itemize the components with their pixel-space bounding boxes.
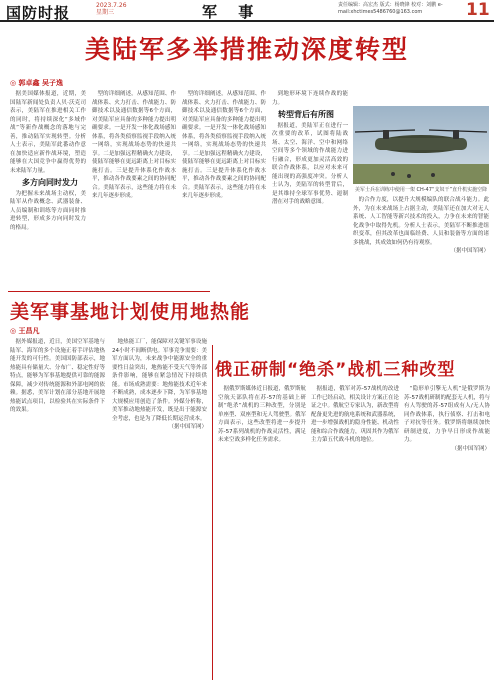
article3-column-3 [404,385,490,675]
article1-column-4 [272,90,348,290]
article2-title: 美军事基地计划使用地热能 [10,301,251,323]
article1-subheading-2: 转型背后有所图 [278,110,334,119]
article2-source: （据中国军网） [168,424,207,430]
helicopter-photo [353,106,489,184]
article1-source: （据中国军网） [450,248,489,254]
section-divider [8,291,210,292]
article2-paragraph: 地热能工厂，能保障对关键军事设施24小时不间断供电。军事竞争需要：美军方面认为，未来战争中能源安全的重要性日益突出，地热能不受天气等外部条件影响，能够在紧急情况下持续供能。市场成熟需要：地热能技术近年来不断成熟，成本逐步下降，为军事基地大规模应用创造了条件。外媒分析称，美军推动地热能开发，既是出于能源安全考虑，也是为了降低长期运营成本。 [112,339,207,422]
article3-title: 俄正研制“绝杀”战机三种改型 [215,360,456,380]
helicopter-photo-image [353,106,489,184]
article1-subheading-1: 多方向同时发力 [22,178,78,187]
page-number: 11 [466,0,490,20]
article1-paragraph: 型的详细阐述，从感知范围、作战体系、火力打击、作战能力、防御技术以及通信数据等6个方面，对美陆军应具备的多种能力提出明确要求。一是开发一体化战场感知体系，将各类侦察监视手段纳入统一网络，实现战场态势的快速共享。二是加强远程精确火力建设，使陆军能够在更远距离上对目标实施打击。三是提升体系化作战水平，推动各作战要素之间的协同配合。美陆军表示，这些能力将在未来几年逐步形成。 [92,91,176,199]
column-divider [212,345,213,680]
article1-paragraph: 据美国媒体报道，近期，美国陆军新闻处负责人贝·沃克司表示，美陆军在推进相关工作的同时，将持续深化“多域作战”等新作战概念的落地与完善，推动陆军实现转型。分析人士表示，美陆军此番动作意在加快适应新作战环境，塑造能够在大国竞争中赢得优势的未来陆军力量。 [10,91,86,174]
newspaper-brand: 国防时报 [6,4,71,22]
article1-column-1 [10,90,86,240]
article1-paragraph: 到地形环境下连续作战的能力。 [272,91,348,106]
article1-byline: ◎ 郭卓鑫 吴子逸 [10,79,63,87]
article3-paragraph: 据俄罗斯媒体近日报道，俄罗斯航空航天部队将在苏-57的基础上研制“绝杀”战机的三种改型，分别是单座型、双座型和无人驾驶型。俄军方面表示，这些改型将进一步提升苏-57系列战机的作战灵活性，满足未来空战多样化任务需求。 [218,386,306,443]
article3-column-1 [218,385,306,675]
article1-paragraph: 据报道，美陆军正在进行一次重要的改革，试图将陆战场、太空、海洋、空中和网络空间等多个领域的作战能力进行融合，形成更加灵活高效的联合作战体系，以应对未来可能出现的高强度冲突。分析人士认为，美陆军的转型背后，是其维持全球军事优势、遏制潜在对手的战略意图。 [272,122,348,205]
editor-info: 责任编辑：高宏杰 版式：杨晓锋 校对：刘鹏 e-mail:xhctimes5486760@163.com [338,2,443,15]
page-header [0,0,494,22]
article1-column-5 [353,196,489,306]
article2-byline: ◎ 王昌凡 [10,327,40,335]
article3-column-2 [311,385,399,675]
issue-date [96,2,127,16]
article1-paragraph: 为把握未来战场主动权，美陆军从作战概念、武器装备、人员编制和训练等方面同时推进转型，形成多方向同时发力的格局。 [10,190,86,231]
issue-date-value: 2023.7.26 [96,2,127,9]
article3-paragraph: 据报道，俄军对苏-57战机的改进工作已经启动，相关设计方案正在论证之中。俄航空专家认为，新改型将配备更先进的航电系统和武器系统，进一步增强战机的隐身性能、机动性能和综合作战能力，巩固其作为俄军主力第五代战斗机的地位。 [311,386,399,443]
section-title: 军 事 [202,3,262,21]
photo-caption: 美军士兵在训练中使用一架 CH-47“支奴干”直升机实施空降 [354,187,488,193]
article1-column-2 [92,90,176,290]
issue-weekday: 星期三 [96,9,115,16]
article1-column-3 [182,90,266,290]
article3-source: （据中国军网） [451,445,490,452]
article2-paragraph: 据外媒报道，近日，美国空军基地与陆军、海军的多个设施正着手评估地热能开发的可行性。美国国防部表示，地热能具有储量大、分布广、稳定性好等特点，能够为军事基地提供可靠的能源保障，减少对传统能源和外部电网的依赖。据悉，美军计划在部分基地开展地热能试点项目，以检验其在实际条件下的效果。 [10,339,105,413]
article2-column-1 [10,338,105,678]
article3-paragraph: “隐形单引擎无人机”是俄罗斯为苏-57战机研制的配套无人机，将与有人驾驶的苏-57组成有人/无人协同作战体系，执行侦察、打击和电子对抗等任务。俄罗斯将继续加快研制进度，力争早日形成作战能力。 [404,386,490,443]
article1-title: 美陆军多举措推动深度转型 [84,35,409,64]
article1-paragraph: 的合作力度，以提升大规模编队的联合战斗能力。此外，为在未来战场上占据主动，美陆军还在加大对无人系统、人工智能等新兴技术的投入，力争在未来的智能化战争中取得先机。分析人士表示，美陆军不断推进组织变革，但其改革也面临经费、人员和装备等方面的诸多挑战，其成效如何仍有待观察。 [353,197,489,246]
article2-column-2 [112,338,207,678]
article1-paragraph: 型的详细阐述，从感知范围、作战体系、火力打击、作战能力、防御技术以及通信数据等6个方面，对美陆军应具备的多种能力提出明确要求。一是开发一体化战场感知体系，将各类侦察监视手段纳入统一网络，实现战场态势的快速共享。二是加强远程精确火力建设，使陆军能够在更远距离上对目标实施打击。三是提升体系化作战水平，推动各作战要素之间的协同配合。美陆军表示，这些能力将在未来几年逐步形成。 [182,91,266,199]
